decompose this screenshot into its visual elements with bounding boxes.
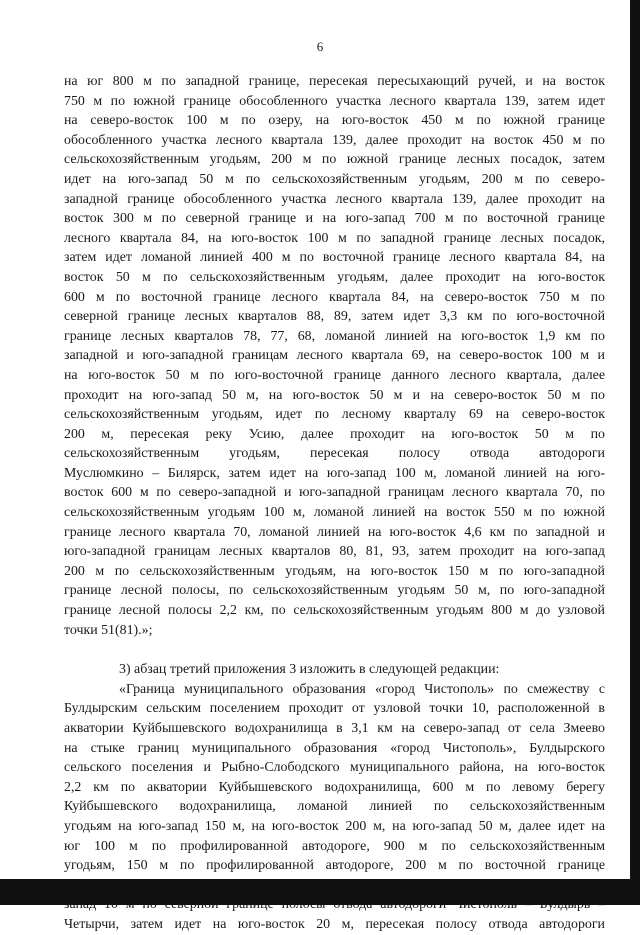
text-line: юго-западной границам лесных кварталов 80, 81, 93, затем проходит на юго-запад — [64, 544, 605, 560]
text-line: Куйбышевского водохранилища, ломаной линией по сельскохозяйственным — [64, 799, 605, 815]
text-line: сельскохозяйственным угодьям 100 м, ломаной линией на восток 550 м по южной — [64, 505, 605, 521]
text-line: сельскохозяйственным угодьям, 200 м по южной границе лесных посадок, затем — [64, 152, 605, 168]
text-line: 3) абзац третий приложения 3 изложить в следующей редакции: — [119, 662, 500, 678]
text-line: угодьям, 150 м по профилированной автодороге, 200 м по восточной границе — [64, 858, 605, 874]
text-line: на северо-восток 100 м по озеру, на юго-восток 450 м по южной границе — [64, 113, 605, 129]
text-line: на юго-восток 50 м по юго-восточной границе данного лесного квартала, далее — [64, 367, 605, 383]
text-line: 200 м, пересекая реку Усию, далее проходит на юго-восток 50 м по — [64, 426, 605, 442]
text-line: 200 м по сельскохозяйственным угодьям, на юго-восток 150 м по юго-западной — [64, 563, 605, 579]
text-line: границе лесного квартала 70, ломаной линией на юго-восток 4,6 км по западной и — [64, 524, 605, 540]
text-line: границе лесных кварталов 78, 77, 68, ломаной линией на юго-восток 1,9 км по — [64, 328, 605, 344]
text-line: восток 600 м по северо-западной и юго-западной границам лесного квартала 70, по — [64, 485, 605, 501]
text-line: восток 50 м по сельскохозяйственным угодьям, далее проходит на юго-восток — [64, 269, 605, 285]
text-line: границе лесной полосы 2,2 км, по сельскохозяйственным угодьям 800 м до узловой — [64, 603, 605, 619]
text-line: Четырчи, затем идет на юго-восток 20 м, пересекая полосу отвода автодороги — [64, 916, 605, 932]
scan-border-right — [630, 0, 640, 905]
document-body — [64, 72, 605, 935]
text-line: проходит на юго-запад 50 м, на юго-восток 50 м и на северо-восток 50 м по — [64, 387, 605, 403]
text-line: 750 м по южной границе обособленного участка лесного квартала 139, затем идет — [64, 93, 605, 109]
text-line: границе лесной полосы, по сельскохозяйственным угодьям 50 м, по юго-западной — [64, 583, 605, 599]
text-line: акватории Куйбышевского водохранилища в 3,1 км на северо-запад от села Змеево — [64, 721, 605, 736]
text-line: северной границе лесных кварталов 88, 89, затем идет 3,3 км по юго-восточной — [64, 309, 605, 325]
text-line: сельскохозяйственным угодьям, пересекая полосу отвода автодороги — [64, 446, 605, 462]
text-line: идет на юго-запад 50 м по сельскохозяйственным угодьям, 200 м по северо- — [64, 171, 605, 187]
text-line: 600 м по восточной границе лесного квартала 84, на северо-восток 750 м по — [64, 289, 605, 305]
text-line: 2,2 км по акватории Куйбышевского водохранилища, 600 м по левому берегу — [64, 779, 605, 795]
text-line: лесного квартала 84, на юго-восток 100 м по западной границе лесных посадок, — [64, 230, 605, 246]
paragraph-boundary-description-continued — [64, 72, 605, 640]
text-line: юг 100 м по профилированной автодороге, 900 м по сельскохозяйственным — [64, 838, 605, 854]
text-line: восток 300 м по северной границе и на юго-запад 700 м по восточной границе — [64, 211, 605, 227]
text-line: угодьям на юго-запад 150 м, на юго-восток 200 м, на юго-запад 50 м, далее идет на — [64, 818, 605, 834]
text-line: западной границе обособленного участка лесного квартала 139, далее проходит на — [64, 191, 605, 207]
paragraph-amendment-instruction — [64, 660, 605, 680]
text-line: «Граница муниципального образования «город Чистополь» по смежеству с — [119, 681, 605, 697]
text-line: точки 51(81).»; — [64, 622, 153, 638]
text-line: западной и юго-западной границам лесного квартала 69, на северо-восток 100 м и — [64, 348, 605, 364]
text-line: Муслюмкино – Билярск, затем идет на юго-запад 100 м, ломаной линией на юго- — [64, 465, 605, 481]
text-line: затем идет ломаной линией 400 м по восточной границе лесного квартала 84, на — [64, 250, 605, 266]
text-line: на стыке границ муниципального образования «город Чистополь», Булдырского — [64, 740, 605, 756]
text-line: сельскохозяйственным угодьям, идет по лесному кварталу 69 на северо-восток — [64, 407, 605, 423]
text-line: на юг 800 м по западной границе, пересекая пересыхающий ручей, и на восток — [64, 74, 605, 89]
text-line: сельского поселения и Рыбно-Слободского муниципального района, на юго-восток — [64, 760, 605, 776]
page-number: 6 — [316, 39, 324, 54]
scan-border-bottom — [0, 879, 640, 905]
paragraph-spacer — [64, 640, 605, 660]
text-line: Булдырским сельским поселением проходит от узловой точки 10, расположенной в — [64, 701, 605, 717]
text-line: обособленного участка лесного квартала 139, далее проходит на восток 450 м по — [64, 132, 605, 148]
